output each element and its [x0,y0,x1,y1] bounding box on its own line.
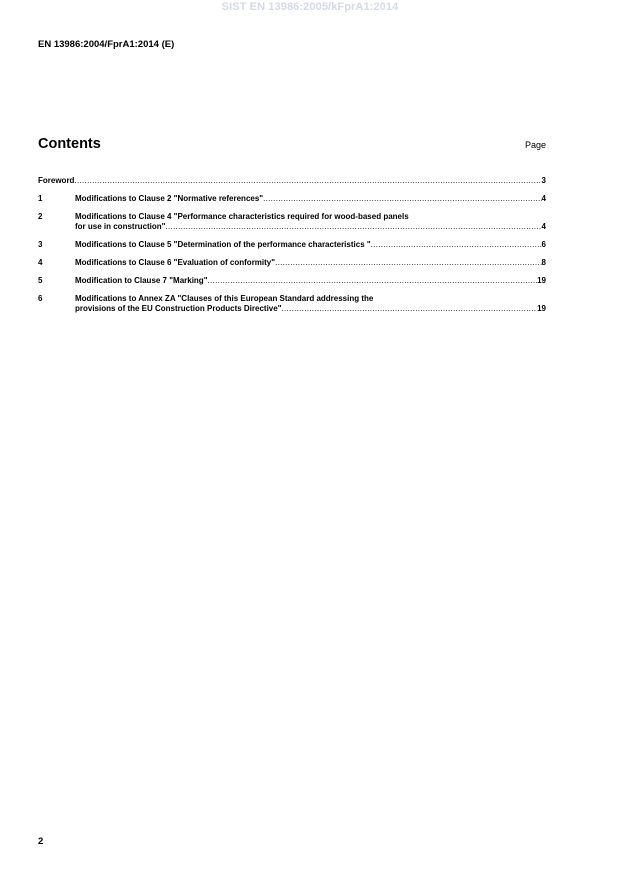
toc-entry-3[interactable] [38,240,546,250]
toc-entry-6[interactable] [38,294,546,314]
toc-entry-1[interactable] [38,194,546,204]
page-column-label: Page [524,140,546,150]
toc-entry-page: 19 [537,304,546,313]
toc-entry-page: 8 [541,258,546,267]
toc-entry-foreword[interactable] [38,176,546,186]
toc-leader-dots [263,194,541,204]
toc-entry-page: 19 [537,276,546,285]
toc-entry-page: 3 [541,176,546,185]
toc-entry-title: Modifications to Clause 2 "Normative references" [75,194,264,203]
toc-entry-number: 5 [38,276,43,285]
toc-entry-5[interactable] [38,276,546,286]
toc-entry-number: 1 [38,194,43,203]
toc-entry-title-continued: provisions of the EU Construction Products Directive" [75,304,282,313]
toc-entry-number: 4 [38,258,43,267]
toc-leader-dots [74,176,541,186]
toc-leader-dots [282,304,538,314]
toc-entry-page: 4 [541,194,546,203]
toc-entry-number: 3 [38,240,43,249]
toc-entry-number: 6 [38,294,43,303]
toc-leader-dots [275,258,541,268]
table-of-contents [38,176,546,322]
toc-entry-page: 6 [541,240,546,249]
toc-leader-dots [208,276,538,286]
toc-entry-title: Modification to Clause 7 "Marking" [75,276,208,285]
toc-entry-page: 4 [541,222,546,231]
page-number: 2 [38,836,44,847]
contents-heading: Contents [38,136,101,152]
toc-leader-dots [371,240,542,250]
document-header: EN 13986:2004/FprA1:2014 (E) [38,39,175,50]
toc-entry-number: 2 [38,212,43,221]
toc-entry-title: Modifications to Clause 6 "Evaluation of conformity" [75,258,276,267]
toc-entry-title: Modifications to Annex ZA "Clauses of this European Standard addressing the [75,294,374,303]
toc-entry-title: Modifications to Clause 4 "Performance characteristics required for wood-based panels [75,212,409,221]
toc-entry-2[interactable] [38,212,546,232]
toc-entry-4[interactable] [38,258,546,268]
watermark: SIST EN 13986:2005/kFprA1:2014 [221,1,399,13]
toc-entry-title: Modifications to Clause 5 "Determination of the performance characteristics " [75,240,371,249]
toc-entry-title: Foreword [38,176,75,185]
toc-leader-dots [165,222,541,232]
toc-entry-title-continued: for use in construction" [75,222,166,231]
